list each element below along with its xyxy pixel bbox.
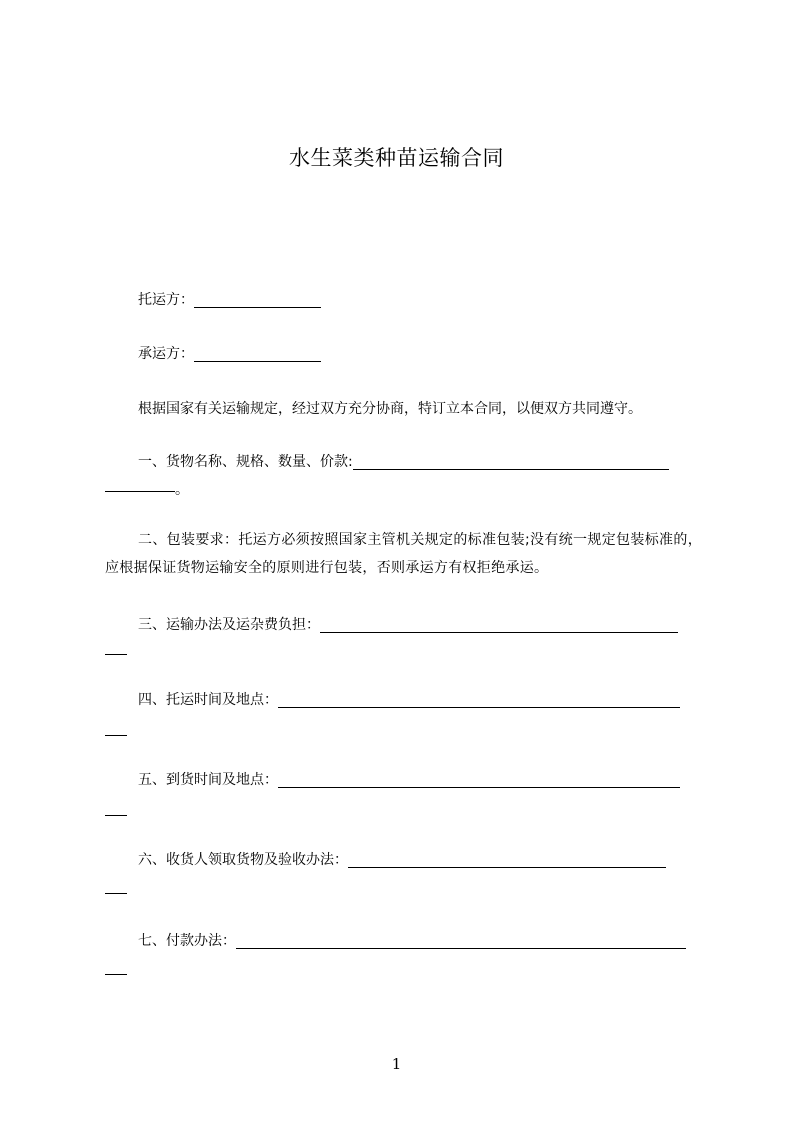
clause-4 [105,686,702,714]
clause-5-blank[interactable] [278,770,680,788]
shipper-field [105,286,702,314]
clause-5-blank-continuation[interactable] [105,815,127,816]
clause-1-blank[interactable] [353,452,669,470]
document-title: 水生菜类种苗运输合同 [289,146,504,170]
clause-2-text: 二、包装要求：托运方必须按照国家主管机关规定的标准包装;没有统一规定包装标准的，应根据保证货物运输安全的原则进行包装，否则承运方有权拒绝承运。 [105,532,702,576]
clause-5-label: 五、到货时间及地点： [138,772,278,788]
shipper-blank[interactable] [194,290,321,308]
page-number: 1 [391,1055,402,1073]
clause-1 [105,448,702,476]
clause-7-label: 七、付款办法： [138,933,236,949]
clause-3 [105,611,702,639]
clause-3-blank-continuation[interactable] [105,654,127,655]
clause-2 [105,526,702,582]
clause-1-blank-continuation[interactable] [105,491,175,492]
clause-4-blank-continuation[interactable] [105,735,127,736]
carrier-field [105,340,702,368]
preamble-paragraph [105,395,702,423]
clause-6-blank[interactable] [348,850,666,868]
clause-6 [105,846,702,874]
clause-6-blank-continuation[interactable] [105,893,127,894]
clause-7-blank-continuation[interactable] [105,974,127,975]
clause-5 [105,766,702,794]
clause-4-blank[interactable] [278,690,680,708]
clause-7 [105,927,702,955]
clause-6-label: 六、收货人领取货物及验收办法： [138,852,348,868]
clause-1-label: 一、货物名称、规格、数量、价款: [138,454,353,470]
clause-3-label: 三、运输办法及运杂费负担： [138,617,320,633]
clause-7-blank[interactable] [236,931,686,949]
clause-3-blank[interactable] [320,615,678,633]
preamble-text: 根据国家有关运输规定，经过双方充分协商，特订立本合同，以便双方共同遵守。 [138,401,642,417]
carrier-label: 承运方： [138,346,194,362]
clause-4-label: 四、托运时间及地点： [138,692,278,708]
clause-1-end-mark: 。 [175,482,189,498]
carrier-blank[interactable] [194,344,321,362]
shipper-label: 托运方： [138,292,194,308]
